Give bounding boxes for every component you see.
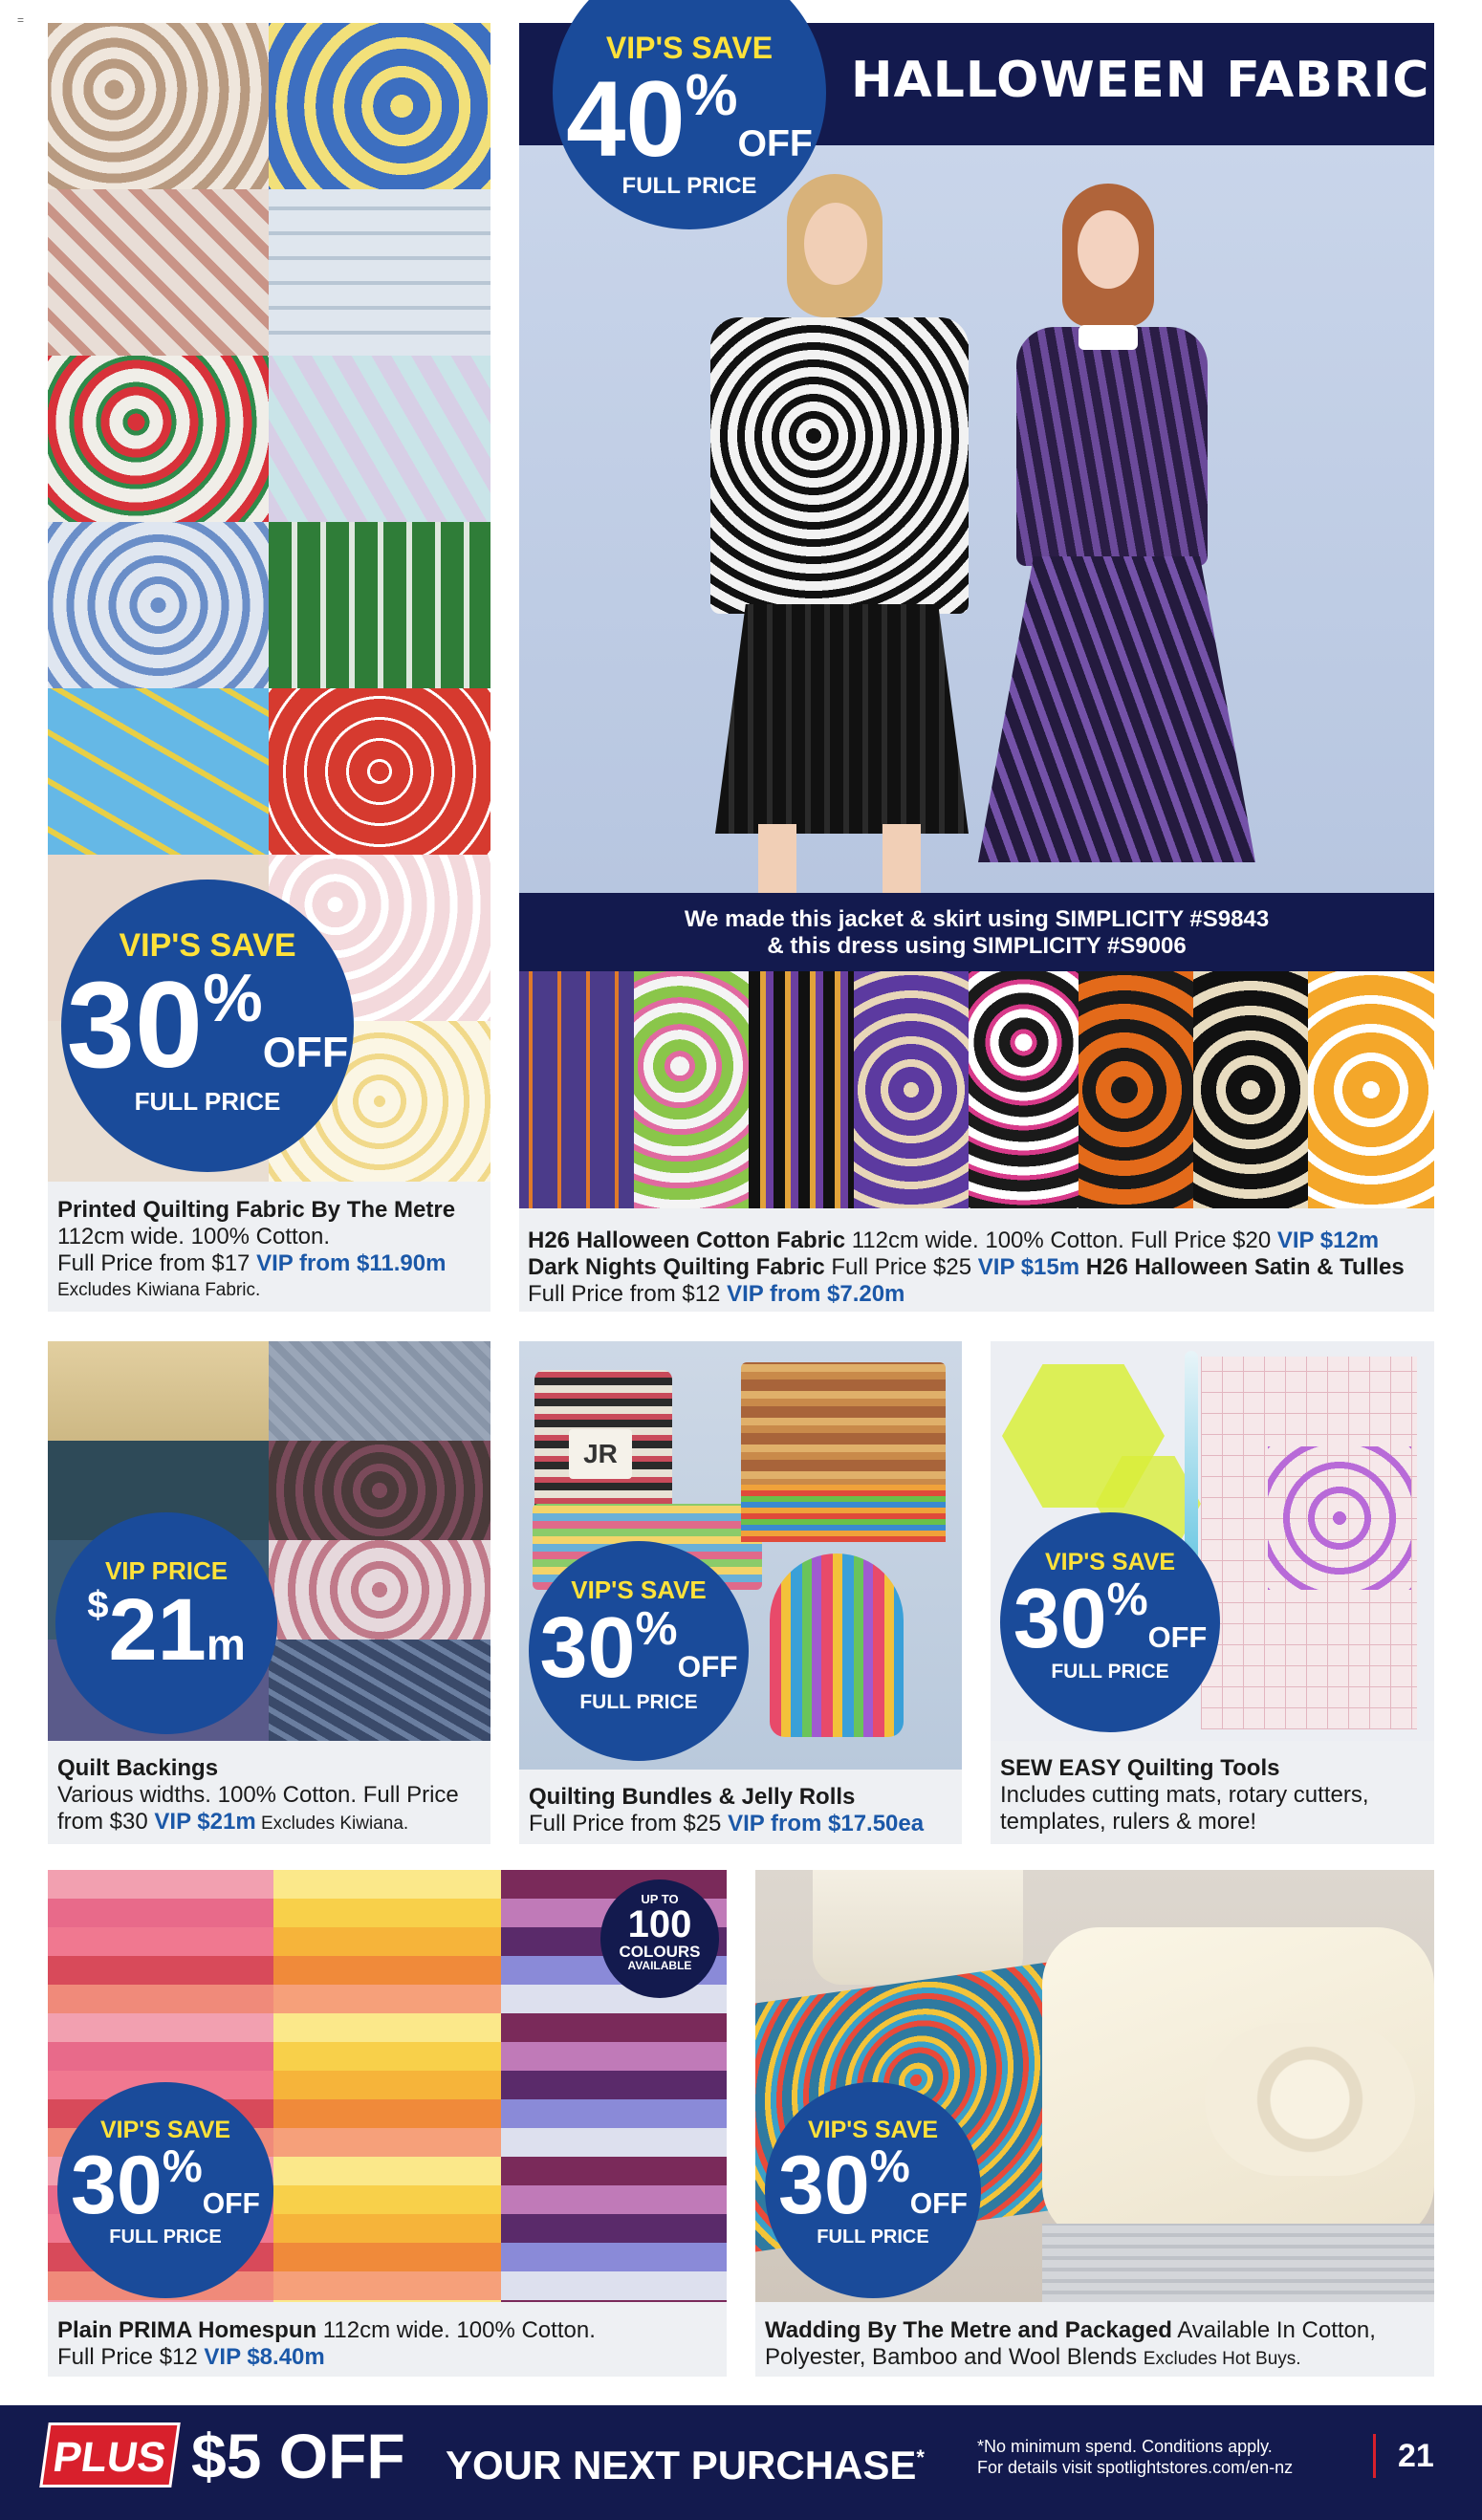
sew-easy-line3: templates, rulers & more! — [1000, 1809, 1257, 1835]
dark-nights-full-price: Full Price $25 — [824, 1254, 978, 1280]
corner-mark: = — [17, 13, 25, 27]
plus-badge: PLUS — [39, 2422, 181, 2487]
quilt-backings-badge: VIP PRICE $21m — [55, 1512, 277, 1734]
h26-cotton-title: H26 Halloween Cotton Fabric — [528, 1227, 846, 1253]
printed-quilting-badge: VIP'S SAVE 30%OFF FULL PRICE — [61, 880, 354, 1172]
pattern-note-line2: & this dress using SIMPLICITY #S9006 — [767, 933, 1187, 959]
printed-quilting-exclusion: Excludes Kiwiana Fabric. — [57, 1280, 261, 1300]
quilt-backings-full-price: from $30 — [57, 1809, 155, 1835]
colours-badge-upto: UP TO — [641, 1892, 679, 1906]
quilting-bundles-title: Quilting Bundles & Jelly Rolls — [529, 1784, 856, 1810]
jelly-roll-label: JR — [569, 1429, 632, 1479]
halloween-models-photo — [519, 145, 1434, 893]
colours-badge-value: 100 — [627, 1903, 692, 1945]
quilting-bundles-badge: VIP'S SAVE 30%OFF FULL PRICE — [529, 1541, 749, 1761]
colours-badge — [600, 1879, 719, 1998]
h26-satin-vip-price: VIP from $7.20m — [727, 1281, 905, 1307]
wadding-caption — [765, 2317, 1434, 2373]
quilt-backings-caption — [57, 1755, 488, 1837]
halloween-title: HALLOWEEN FABRIC — [851, 52, 1430, 109]
printed-quilting-vip-price: VIP from $11.90m — [256, 1250, 447, 1276]
h26-satin-title: H26 Halloween Satin & Tulles — [1079, 1254, 1405, 1280]
h26-cotton-spec: 112cm wide. 100% Cotton. Full Price $20 — [845, 1227, 1277, 1253]
homespun-full-price: Full Price $12 — [57, 2344, 205, 2370]
footer-terms-line1: *No minimum spend. Conditions apply. — [977, 2437, 1273, 2456]
halloween-badge: VIP'S SAVE 40%OFF FULL PRICE — [553, 0, 826, 229]
wadding-badge: VIP'S SAVE 30%OFF FULL PRICE — [765, 2082, 981, 2298]
quilting-bundles-vip-price: VIP from $17.50ea — [728, 1811, 925, 1836]
quilt-backings-exclusion: Excludes Kiwiana. — [255, 1814, 409, 1834]
pattern-note-bar — [519, 893, 1434, 971]
printed-quilting-title: Printed Quilting Fabric By The Metre — [57, 1197, 456, 1223]
wadding-spec: Available In Cotton, — [1171, 2317, 1376, 2343]
wadding-exclusion: Excludes Hot Buys. — [1143, 2349, 1301, 2369]
colours-badge-line2: COLOURS — [619, 1943, 701, 1961]
halloween-caption — [528, 1227, 1427, 1308]
quilt-backings-spec: Various widths. 100% Cotton. Full Price — [57, 1782, 459, 1808]
sew-easy-title: SEW EASY Quilting Tools — [1000, 1755, 1280, 1781]
dark-nights-vip-price: VIP $15m — [977, 1254, 1080, 1280]
dark-nights-title: Dark Nights Quilting Fabric — [528, 1254, 825, 1280]
footer-offer: $5 OFF — [191, 2421, 405, 2491]
sew-easy-badge: VIP'S SAVE 30%OFF FULL PRICE — [1000, 1512, 1220, 1732]
footer-terms-line2: For details visit spotlightstores.com/en-nz — [977, 2458, 1294, 2477]
homespun-spec: 112cm wide. 100% Cotton. — [316, 2317, 596, 2343]
sew-easy-line2: Includes cutting mats, rotary cutters, — [1000, 1782, 1369, 1808]
printed-quilting-spec: 112cm wide. 100% Cotton. — [57, 1224, 331, 1249]
h26-satin-full-price: Full Price from $12 — [528, 1281, 728, 1307]
homespun-vip-price: VIP $8.40m — [204, 2344, 325, 2370]
quilting-bundles-full-price: Full Price from $25 — [529, 1811, 729, 1836]
homespun-caption — [57, 2317, 727, 2371]
footer-terms — [977, 2436, 1293, 2478]
h26-cotton-vip-price: VIP $12m — [1276, 1227, 1380, 1253]
colours-badge-line3: AVAILABLE — [627, 1959, 692, 1972]
footer-offer-rest: YOUR NEXT PURCHASE* — [446, 2443, 925, 2487]
footer-divider — [1373, 2434, 1376, 2478]
halloween-fabrics-photo — [519, 971, 1434, 1208]
homespun-title: Plain PRIMA Homespun — [57, 2317, 317, 2343]
printed-quilting-caption — [57, 1197, 478, 1304]
printed-quilting-full-price: Full Price from $17 — [57, 1250, 257, 1276]
page-number: 21 — [1398, 2438, 1434, 2474]
quilting-bundles-caption — [529, 1784, 959, 1837]
quilt-backings-vip-price: VIP $21m — [154, 1809, 256, 1835]
wadding-materials: Polyester, Bamboo and Wool Blends — [765, 2344, 1144, 2370]
wadding-title: Wadding By The Metre and Packaged — [765, 2317, 1172, 2343]
homespun-badge: VIP'S SAVE 30%OFF FULL PRICE — [57, 2082, 273, 2298]
quilt-backings-title: Quilt Backings — [57, 1755, 219, 1781]
sew-easy-caption — [1000, 1755, 1430, 1836]
pattern-note-line1: We made this jacket & skirt using SIMPLICITY #S9843 — [684, 906, 1270, 932]
